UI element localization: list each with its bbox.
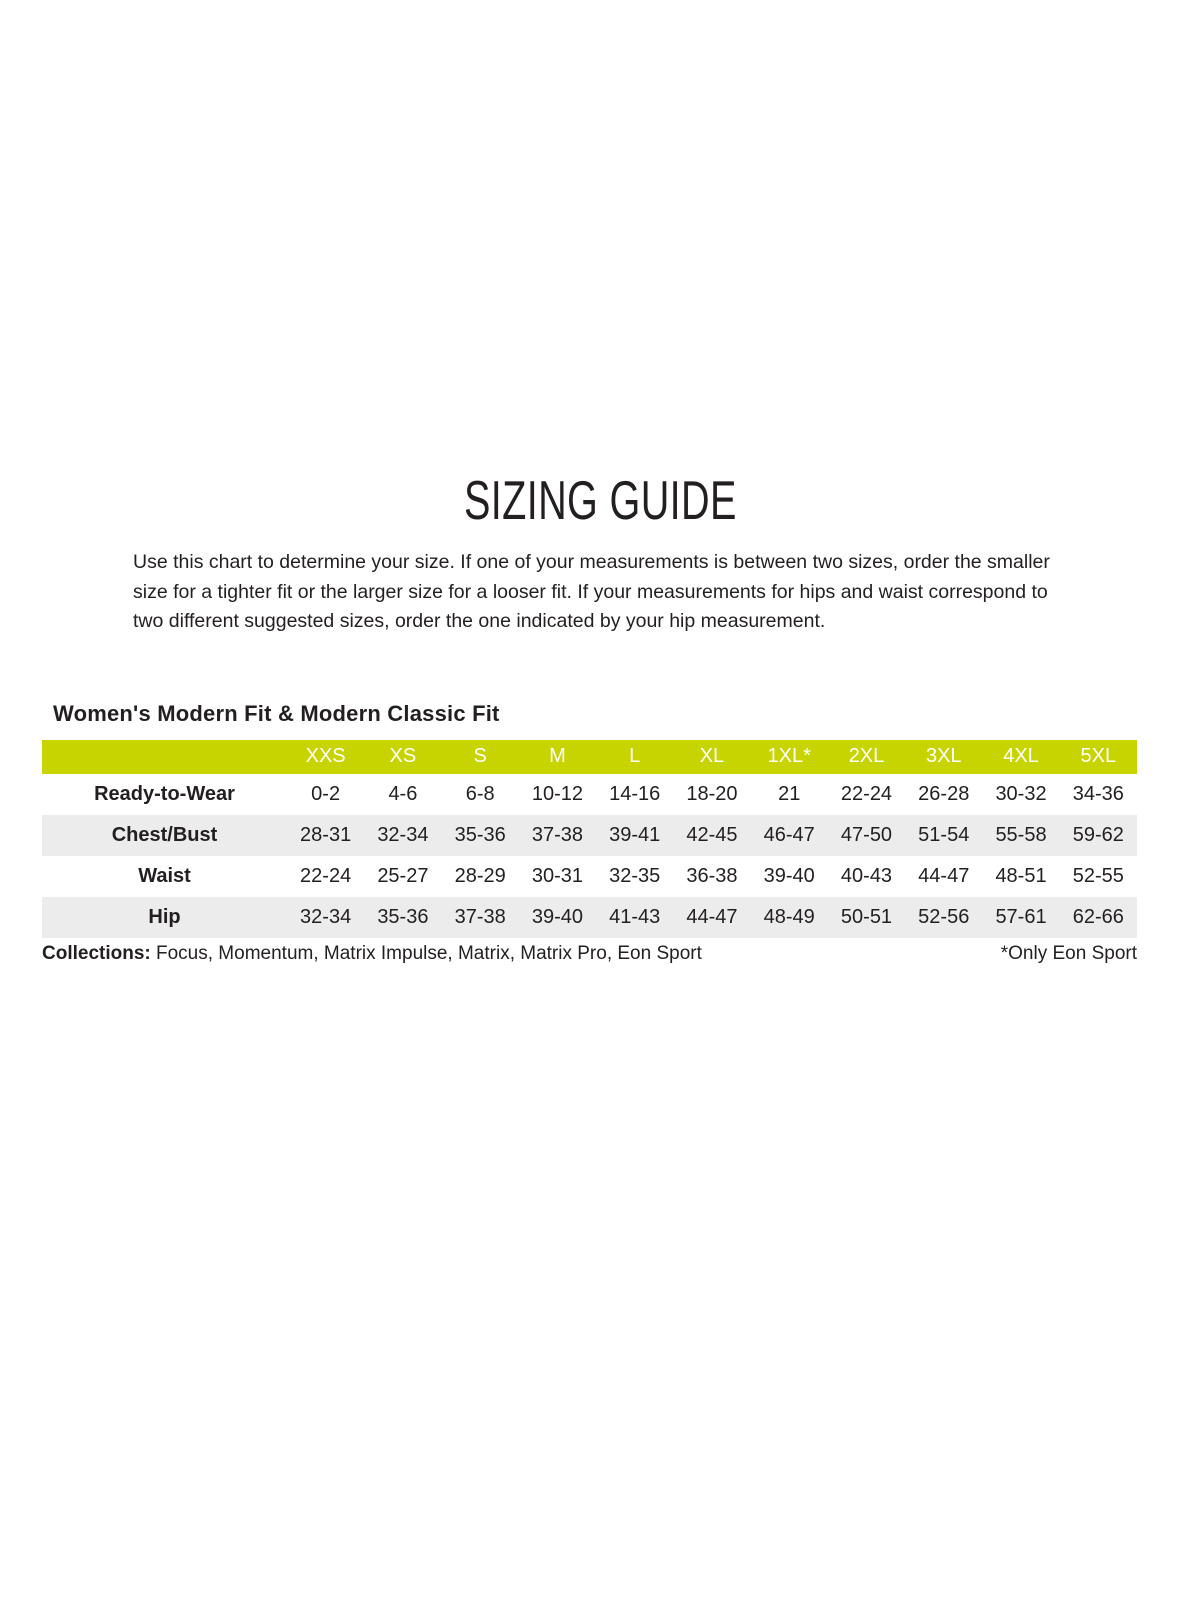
size-cell: 62-66	[1072, 905, 1124, 928]
size-cell: 41-43	[609, 905, 661, 928]
size-cell: 39-40	[763, 864, 815, 887]
size-cell: 26-28	[918, 782, 970, 805]
title-container	[0, 0, 1200, 532]
footnote: *Only Eon Sport	[1000, 942, 1137, 964]
row-label: Hip	[148, 905, 181, 928]
size-cell: 37-38	[454, 905, 506, 928]
table-row-hip	[42, 897, 1137, 938]
collections-note	[42, 942, 702, 966]
size-cell: 44-47	[918, 864, 970, 887]
size-cell: 39-40	[531, 905, 583, 928]
size-cell: 57-61	[995, 905, 1047, 928]
size-cell: 52-55	[1072, 864, 1124, 887]
table-row-ready-to-wear	[42, 774, 1137, 815]
size-cell: 44-47	[686, 905, 738, 928]
row-label: Ready-to-Wear	[94, 782, 235, 805]
table-row-waist	[42, 856, 1137, 897]
size-cell: 35-36	[377, 905, 429, 928]
size-cell: 22-24	[300, 864, 352, 887]
size-cell: 59-62	[1072, 823, 1124, 846]
intro-line: size for a tighter fit or the larger size for a looser fit. If your measurements for hips and waist correspond to	[133, 580, 1048, 603]
size-cell: 55-58	[995, 823, 1047, 846]
size-cell: 21	[778, 782, 801, 805]
size-cell: 46-47	[763, 823, 815, 846]
size-cell: 10-12	[531, 782, 583, 805]
column-header-m: M	[519, 740, 596, 774]
header-spacer-cell	[42, 740, 287, 774]
column-header-2xl: 2XL	[828, 740, 905, 774]
size-cell: 48-49	[763, 905, 815, 928]
intro-paragraph	[133, 548, 1063, 637]
column-header-s: S	[442, 740, 519, 774]
column-header-4xl: 4XL	[982, 740, 1059, 774]
column-header-3xl: 3XL	[905, 740, 982, 774]
column-header-xs: XS	[364, 740, 441, 774]
size-cell: 32-34	[377, 823, 429, 846]
size-cell: 47-50	[840, 823, 893, 846]
size-cell: 32-34	[300, 905, 352, 928]
size-cell: 30-31	[531, 864, 583, 887]
size-cell: 37-38	[531, 823, 583, 846]
collections-list: Focus, Momentum, Matrix Impulse, Matrix, Matrix Pro, Eon Sport	[150, 942, 702, 964]
size-cell: 52-56	[918, 905, 970, 928]
size-table	[42, 740, 1137, 938]
column-header-xl: XL	[673, 740, 750, 774]
intro-line: Use this chart to determine your size. If one of your measurements is between two sizes, order the smaller	[133, 551, 1050, 573]
size-cell: 30-32	[995, 782, 1047, 805]
size-cell: 39-41	[609, 823, 661, 846]
size-cell: 22-24	[840, 782, 893, 805]
size-cell: 4-6	[388, 782, 418, 805]
size-cell: 50-51	[840, 905, 893, 928]
size-cell: 51-54	[918, 823, 970, 846]
page-title: SIZING GUIDE	[463, 469, 737, 531]
size-cell: 14-16	[609, 782, 661, 805]
table-row-chest-bust	[42, 815, 1137, 856]
size-cell: 18-20	[686, 782, 738, 805]
size-cell: 6-8	[465, 782, 495, 805]
collections-label: Collections:	[42, 942, 151, 964]
size-cell: 32-35	[609, 864, 661, 887]
size-cell: 0-2	[311, 782, 341, 805]
size-cell: 42-45	[686, 823, 738, 846]
size-cell: 34-36	[1072, 782, 1124, 805]
size-cell: 48-51	[995, 864, 1047, 887]
row-label: Chest/Bust	[111, 823, 218, 846]
size-cell: 25-27	[377, 864, 429, 887]
size-cell: 35-36	[454, 823, 506, 846]
size-cell: 28-31	[300, 823, 352, 846]
size-cell: 40-43	[840, 864, 893, 887]
column-header-l: L	[596, 740, 673, 774]
column-header-5xl: 5XL	[1060, 740, 1137, 774]
column-header-xxs: XXS	[287, 740, 364, 774]
section-heading: Women's Modern Fit & Modern Classic Fit	[53, 700, 500, 726]
size-cell: 28-29	[454, 864, 506, 887]
column-header-1xl: 1XL*	[751, 740, 828, 774]
row-label: Waist	[138, 864, 191, 887]
table-footer	[42, 942, 1137, 966]
size-cell: 36-38	[686, 864, 738, 887]
size-table-header-row	[42, 740, 1137, 774]
intro-line: two different suggested sizes, order the one indicated by your hip measurement.	[133, 610, 826, 632]
